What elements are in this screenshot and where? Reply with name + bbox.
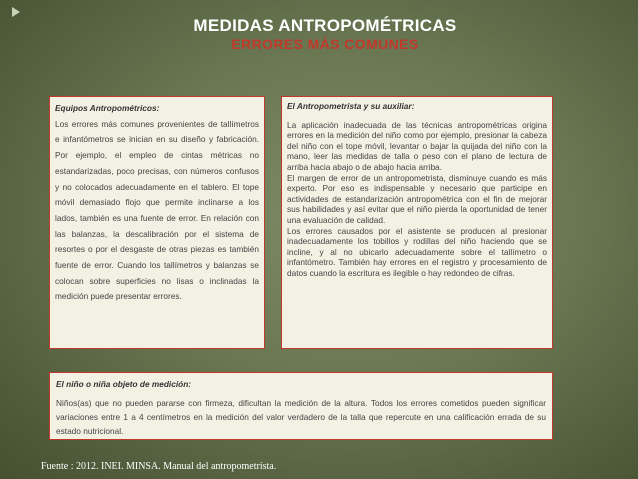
technique-errors-paragraph: La aplicación inadecuada de las técnicas antropométricas origina errores en la medición del niño como por ejemplo, presionar la cabeza del niño con el tope móvil, levantar o bajar la quijada del niño con la mano, leer las medidas de talla o peso con el plano de lectura de arriba hacia abajo o de abajo hacia arriba.	[287, 119, 547, 172]
equipment-errors-heading: Equipos Antropométricos:	[55, 103, 160, 113]
source-footer: Fuente : 2012. INEI. MINSA. Manual del antropometrista.	[41, 461, 277, 472]
child-subject-text: Niños(as) que no pueden pararse con firmeza, dificultan la medición de la altura. Todos los errores cometidos pueden significar variaciones entre 1 a 4 centímetros en la medición del valor verdadero de la talla que repercute en una calificación errada de su estado nutricional.	[56, 398, 546, 436]
slide-title: MEDIDAS ANTROPOMÉTRICAS	[193, 16, 457, 35]
child-subject-panel	[49, 372, 553, 440]
triangle-bullet-icon	[12, 7, 20, 17]
equipment-errors-panel	[49, 96, 265, 349]
assistant-errors-paragraph: Los errores causados por el asistente se producen al presionar inadecuadamente los tobillos y rodillas del niño haciendo que se incline, y al no ubicarlo adecuadamente sobre el tallímetro o infantómetro. También hay errores en el registro y procesamiento de datos cuando la escritura es ilegible o hay redondeo de cifras.	[287, 225, 547, 278]
equipment-errors-text: Los errores más comunes provenientes de tallímetros e infantómetros se inician en su diseño y fabricación. Por ejemplo, el empleo de cintas métricas no estandarizadas, poco precisas, con números confusos y no colocados adecuadamente en el tablero. El tope móvil demasiado flojo que permite inclinarse a los lados, también es una fuente de error. En relación con las balanzas, la descalibración por el sistema de resortes o por el desgaste de otras piezas es también fuente de error. Cuando los tallímetros y balanzas se colocan sobre superficies no lisas o inclinadas la medición puede presentar errores.	[55, 118, 259, 302]
child-subject-heading: El niño o niña objeto de medición:	[56, 379, 192, 389]
slide-subtitle: ERRORES MÁS COMUNES	[231, 36, 419, 52]
anthropometrist-errors-panel	[281, 96, 553, 349]
experience-margin-paragraph: El margen de error de un antropometrista, disminuye cuando es más experto. Por eso es indispensable y necesario que participe en actividades de estandarización antropométrica con el fin de mejorar sus habilidades y así evitar que el niño pierda la oportunidad de tener una evaluación de calidad.	[287, 172, 547, 225]
anthropometrist-errors-heading: El Antropometrista y su auxiliar:	[287, 101, 415, 111]
